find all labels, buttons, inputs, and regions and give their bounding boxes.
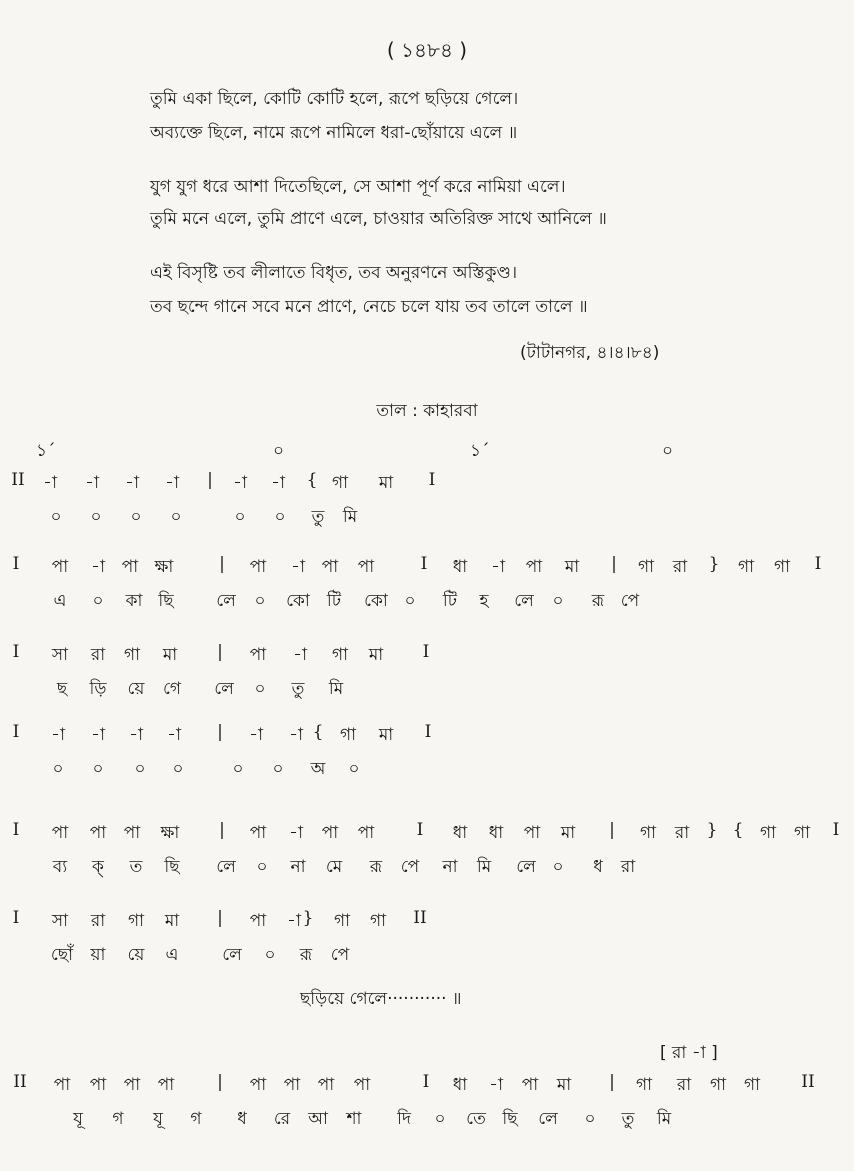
swara-row — [0, 470, 854, 502]
lyric-syllable: ০ — [274, 507, 286, 527]
lyric-syllable: ০ — [50, 507, 62, 527]
syllable-row — [0, 1106, 854, 1138]
beat-mark: ০ — [273, 441, 285, 461]
swara-note: মা — [560, 823, 576, 843]
swara-note: পা — [157, 1075, 175, 1095]
syllable-row — [0, 854, 854, 886]
lyric-syllable: কো — [286, 591, 310, 611]
lyric-syllable: অ — [310, 759, 326, 779]
swara-note: রা — [674, 823, 690, 843]
swara-note: -া — [289, 823, 303, 843]
swara-note: পা — [283, 1075, 301, 1095]
bar-line: I — [832, 820, 840, 840]
swara-note: মা — [564, 557, 580, 577]
lyric-syllable: ০ — [130, 507, 142, 527]
lyric-line-1: তুমি একা ছিলে, কোটি কোটি হলে, রূপে ছড়িয়ে গেলে। — [150, 89, 519, 109]
lyric-syllable: টি — [326, 591, 342, 611]
lyric-syllable: যূ — [73, 1109, 83, 1129]
bar-line: II — [13, 1072, 27, 1092]
lyric-syllable: ০ — [552, 591, 564, 611]
swara-note: পা — [123, 823, 141, 843]
bar-line: I — [12, 820, 20, 840]
lyric-syllable: রূ — [299, 945, 313, 965]
swara-note: রা — [90, 911, 106, 931]
swara-note: পা — [53, 1075, 71, 1095]
swara-note: -া — [85, 473, 99, 493]
bar-line: I — [428, 470, 436, 490]
swara-note: পা — [89, 823, 107, 843]
beat-mark: ০ — [662, 441, 674, 461]
lyric-syllable: পে — [330, 945, 350, 965]
bar-line: | — [219, 554, 225, 574]
lyric-syllable: তু — [621, 1109, 635, 1129]
swara-note: } — [708, 554, 720, 574]
lyric-syllable: পে — [400, 857, 420, 877]
swara-note: সা — [51, 911, 69, 931]
bar-line: | — [611, 554, 617, 574]
lyric-syllable: ০ — [434, 1109, 446, 1129]
swara-note: ক্ষা — [154, 557, 174, 577]
swara-note: ধা — [452, 1075, 468, 1095]
swara-note: পা — [121, 557, 139, 577]
lyric-syllable: শা — [346, 1109, 362, 1129]
syllable-row — [0, 588, 854, 620]
lyric-syllable: এ — [53, 591, 67, 611]
bar-line: | — [217, 1072, 223, 1092]
swara-note: পা — [525, 557, 543, 577]
swara-note: পা — [321, 557, 339, 577]
lyric-syllable: ০ — [552, 857, 564, 877]
lyric-syllable: য়ে — [127, 945, 145, 965]
swara-note: পা — [249, 557, 267, 577]
swara-note: -া — [489, 1075, 503, 1095]
lyric-line-5: এই বিসৃষ্টি তব লীলাতে বিধৃত, তব অনুরণনে অস্তিকুণ্ড। — [150, 263, 518, 283]
lyric-syllable: য়ে — [127, 679, 145, 699]
lyric-syllable: টি — [442, 591, 458, 611]
swara-note: -া — [293, 645, 307, 665]
swara-note: গা — [743, 1075, 761, 1095]
lyric-syllable: ০ — [90, 507, 102, 527]
bar-line: I — [12, 722, 20, 742]
swara-row — [0, 554, 854, 586]
lyric-syllable: ছোঁ — [50, 945, 74, 965]
lyric-syllable: রূ — [369, 857, 383, 877]
swara-note: মা — [378, 473, 394, 493]
lyric-syllable: মি — [476, 857, 492, 877]
swara-note: গা — [127, 911, 145, 931]
swara-note: -া — [249, 725, 263, 745]
lyric-syllable: লে — [222, 945, 242, 965]
bar-line: | — [207, 470, 213, 490]
bar-line: II — [801, 1072, 815, 1092]
lyric-syllable: মে — [325, 857, 343, 877]
lyric-syllable: ০ — [52, 759, 64, 779]
swara-note: পা — [123, 1075, 141, 1095]
swara-note: -া — [51, 725, 65, 745]
lyric-syllable: না — [442, 857, 458, 877]
swara-note: -া — [43, 473, 57, 493]
swara-note: গা — [737, 557, 755, 577]
swara-note: গা — [369, 911, 387, 931]
swara-note: পা — [321, 823, 339, 843]
lyric-syllable: ছি — [164, 857, 180, 877]
bar-line: | — [217, 908, 223, 928]
swara-note: -া — [165, 473, 179, 493]
lyric-syllable: ০ — [254, 679, 266, 699]
swara-note: পা — [249, 911, 267, 931]
swara-row — [0, 642, 854, 674]
syllable-row — [0, 676, 854, 708]
bar-line: I — [424, 722, 432, 742]
swara-note: পা — [353, 1075, 371, 1095]
swara-note: রা — [676, 1075, 692, 1095]
place-date: (টাটানগর, ৪।৪।৮৪) — [520, 343, 660, 363]
swara-note: পা — [249, 823, 267, 843]
swara-note: গা — [773, 557, 791, 577]
lyric-syllable: পে — [620, 591, 640, 611]
swara-note: { — [312, 722, 324, 742]
lyric-syllable: ব্য — [52, 857, 68, 877]
lyric-syllable: ০ — [348, 759, 360, 779]
swara-note: গা — [333, 911, 351, 931]
lyric-syllable: লে — [216, 591, 236, 611]
bar-line: I — [422, 1072, 430, 1092]
trailing-line: ছড়িয়ে গেলে··········· ॥ — [300, 989, 462, 1009]
lyric-syllable: লে — [538, 1109, 558, 1129]
bar-line: | — [219, 820, 225, 840]
lyric-line-3: যুগ যুগ ধরে আশা দিতেছিলে, সে আশা পূর্ণ করে নামিয়া এলে। — [150, 177, 566, 197]
swara-note: গা — [123, 645, 141, 665]
lyric-line-2: অব্যক্তে ছিলে, নামে রূপে নামিলে ধরা-ছোঁয়ায়ে এলে ॥ — [150, 123, 518, 143]
bar-line: I — [12, 908, 20, 928]
lyric-syllable: ০ — [170, 507, 182, 527]
swara-note: ধা — [488, 823, 504, 843]
lyric-syllable: গে — [162, 679, 182, 699]
lyric-syllable: কো — [364, 591, 388, 611]
bar-line: | — [217, 722, 223, 742]
swara-note: গা — [635, 1075, 653, 1095]
syllable-row — [0, 504, 854, 536]
swara-note: -া — [167, 725, 181, 745]
bar-line: I — [416, 820, 424, 840]
lyric-syllable: লে — [514, 591, 534, 611]
lyric-syllable: লে — [214, 679, 234, 699]
lyric-syllable: তু — [311, 507, 325, 527]
lyric-syllable: ধ — [593, 857, 603, 877]
lyric-syllable: মি — [656, 1109, 672, 1129]
swara-note: { — [306, 470, 318, 490]
swara-note: রা — [90, 645, 106, 665]
lyric-syllable: ক্ — [92, 857, 104, 877]
swara-row — [0, 722, 854, 754]
swara-note: গা — [637, 557, 655, 577]
lyric-syllable: না — [290, 857, 306, 877]
swara-note: সা — [51, 645, 69, 665]
swara-note: গা — [339, 725, 357, 745]
lyric-syllable: রে — [273, 1109, 291, 1129]
swara-note: গা — [331, 645, 349, 665]
lyric-syllable: রা — [620, 857, 636, 877]
beat-mark: ১´ — [470, 441, 490, 461]
swara-note: -া — [291, 557, 305, 577]
bar-line: | — [609, 820, 615, 840]
swara-note: পা — [357, 557, 375, 577]
swara-note: -া — [91, 557, 105, 577]
swara-note: পা — [317, 1075, 335, 1095]
lyric-syllable: ছি — [502, 1109, 518, 1129]
bracket-note: [ রা -া ] — [660, 1043, 718, 1063]
beat-mark: ১´ — [36, 441, 56, 461]
lyric-syllable: রূ — [591, 591, 605, 611]
lyric-syllable: ০ — [92, 759, 104, 779]
swara-note: পা — [521, 1075, 539, 1095]
lyric-syllable: ড়ি — [89, 679, 107, 699]
bar-line: I — [814, 554, 822, 574]
bar-line: I — [420, 554, 428, 574]
swara-note: গা — [709, 1075, 727, 1095]
bar-line: II — [413, 908, 427, 928]
lyric-syllable: ছ — [56, 679, 68, 699]
swara-note: পা — [51, 557, 69, 577]
swara-note: রা — [672, 557, 688, 577]
lyric-syllable: ০ — [256, 857, 268, 877]
lyric-syllable: লে — [216, 857, 236, 877]
lyric-syllable: তু — [291, 679, 305, 699]
swara-note: পা — [51, 823, 69, 843]
lyric-syllable: গ — [112, 1109, 124, 1129]
lyric-syllable: ০ — [584, 1109, 596, 1129]
swara-note: পা — [249, 645, 267, 665]
swara-note: } — [302, 908, 314, 928]
lyric-syllable: আ — [308, 1109, 328, 1129]
bar-line: I — [12, 554, 20, 574]
song-number: ( ১৪৮৪ ) — [386, 38, 468, 62]
swara-note: পা — [249, 1075, 267, 1095]
swara-note: ধা — [452, 557, 468, 577]
lyric-syllable: এ — [165, 945, 179, 965]
swara-note: -া — [271, 473, 285, 493]
lyric-syllable: ০ — [92, 591, 104, 611]
lyric-syllable: মি — [328, 679, 344, 699]
lyric-syllable: ধ — [237, 1109, 247, 1129]
lyric-syllable: ছি — [158, 591, 174, 611]
lyric-syllable: যূ — [153, 1109, 163, 1129]
bar-line: I — [12, 642, 20, 662]
swara-row — [0, 820, 854, 852]
swara-note: মা — [556, 1075, 572, 1095]
swara-note: } — [706, 820, 718, 840]
lyric-syllable: ০ — [172, 759, 184, 779]
lyric-syllable: ০ — [234, 507, 246, 527]
syllable-row — [0, 942, 854, 974]
swara-note: -া — [91, 725, 105, 745]
swara-note: পা — [89, 1075, 107, 1095]
swara-note: গা — [759, 823, 777, 843]
swara-row — [0, 1072, 854, 1104]
swara-note: { — [732, 820, 744, 840]
swara-note: গা — [331, 473, 349, 493]
bar-line: | — [217, 642, 223, 662]
swara-note: গা — [639, 823, 657, 843]
swara-row — [0, 908, 854, 940]
lyric-syllable: দি — [397, 1109, 411, 1129]
lyric-syllable: ০ — [134, 759, 146, 779]
lyric-syllable: ০ — [254, 591, 266, 611]
lyric-syllable: লে — [516, 857, 536, 877]
lyric-syllable: ০ — [404, 591, 416, 611]
lyric-syllable: য়া — [90, 945, 106, 965]
swara-note: মা — [164, 911, 180, 931]
swara-note: ক্ষা — [160, 823, 180, 843]
tala-heading: তাল : কাহারবা — [376, 401, 478, 421]
lyric-syllable: ০ — [232, 759, 244, 779]
lyric-syllable: ০ — [264, 945, 276, 965]
bar-line: II — [11, 470, 25, 490]
swara-note: পা — [357, 823, 375, 843]
lyric-syllable: গ — [190, 1109, 202, 1129]
syllable-row — [0, 756, 854, 788]
bar-line: | — [609, 1072, 615, 1092]
swara-note: -া — [129, 725, 143, 745]
lyric-syllable: হ — [479, 591, 489, 611]
swara-note: -া — [491, 557, 505, 577]
bar-line: I — [422, 642, 430, 662]
swara-note: -া — [125, 473, 139, 493]
lyric-line-4: তুমি মনে এলে, তুমি প্রাণে এলে, চাওয়ার অতিরিক্ত সাথে আনিলে ॥ — [150, 209, 607, 229]
lyric-syllable: ০ — [272, 759, 284, 779]
lyric-syllable: ত — [129, 857, 143, 877]
lyric-line-6: তব ছন্দে গানে সবে মনে প্রাণে, নেচে চলে যায় তব তালে তালে ॥ — [150, 297, 588, 317]
swara-note: ধা — [452, 823, 468, 843]
swara-note: -া — [289, 725, 303, 745]
swara-note: -া — [287, 911, 301, 931]
swara-note: মা — [368, 645, 384, 665]
swara-note: মা — [162, 645, 178, 665]
lyric-syllable: মি — [342, 507, 358, 527]
swara-note: পা — [523, 823, 541, 843]
swara-note: -া — [233, 473, 247, 493]
lyric-syllable: তে — [466, 1109, 486, 1129]
lyric-syllable: কা — [125, 591, 143, 611]
swara-note: গা — [793, 823, 811, 843]
swara-note: মা — [378, 725, 394, 745]
